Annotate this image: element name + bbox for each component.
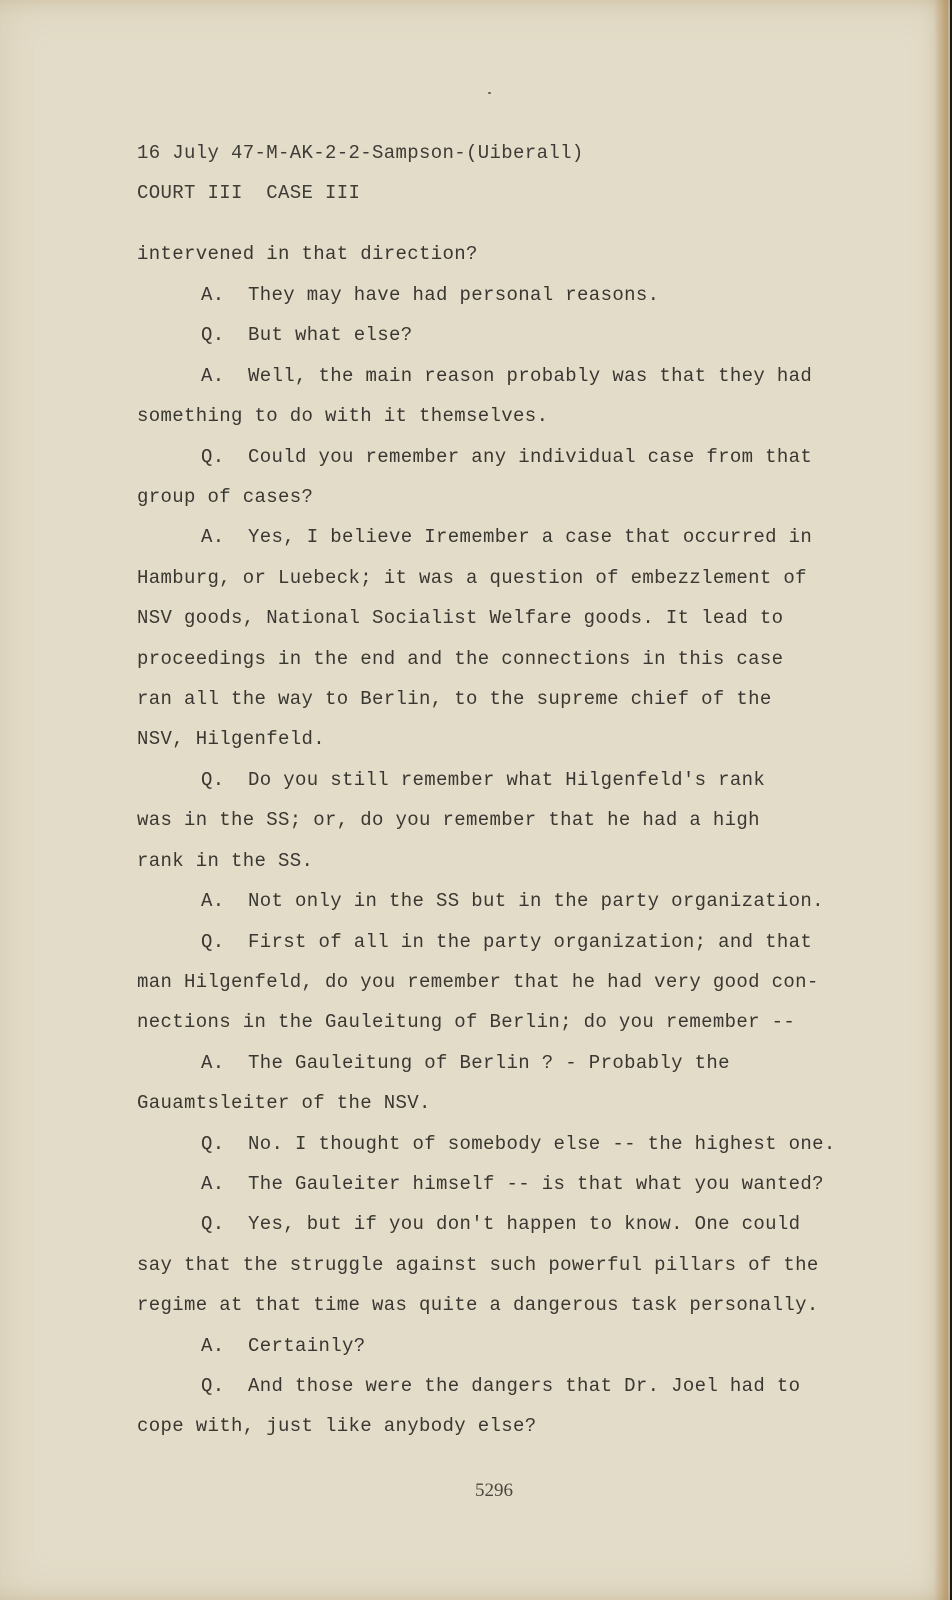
body-line: Q. Could you remember any individual case from that [201, 446, 813, 468]
paper-speck [488, 92, 491, 94]
body-line: nections in the Gauleitung of Berlin; do you remember -- [137, 1011, 796, 1033]
body-line: A. Certainly? [201, 1335, 366, 1357]
body-line: group of cases? [137, 486, 314, 508]
header-line-2: COURT III CASE III [137, 182, 361, 204]
body-line: A. They may have had personal reasons. [201, 284, 660, 306]
body-line: Q. Do you still remember what Hilgenfeld's rank [201, 769, 766, 791]
body-line: Q. No. I thought of somebody else -- the highest one. [201, 1133, 836, 1155]
body-line: Gauamtsleiter of the NSV. [137, 1092, 431, 1114]
body-line: NSV, Hilgenfeld. [137, 728, 326, 750]
body-line: Q. First of all in the party organization; and that [201, 931, 813, 953]
body-line: cope with, just like anybody else? [137, 1415, 537, 1437]
body-line: NSV goods, National Socialist Welfare goods. It lead to [137, 607, 784, 629]
body-line: say that the struggle against such powerful pillars of the [137, 1254, 819, 1276]
body-line: A. Not only in the SS but in the party organization. [201, 890, 824, 912]
body-line: man Hilgenfeld, do you remember that he had very good con- [137, 971, 819, 993]
body-line: A. The Gauleitung of Berlin ? - Probably the [201, 1052, 730, 1074]
body-line: A. Well, the main reason probably was that they had [201, 365, 813, 387]
body-line: intervened in that direction? [137, 243, 478, 265]
body-line: Q. Yes, but if you don't happen to know. One could [201, 1213, 801, 1235]
body-line: regime at that time was quite a dangerous task personally. [137, 1294, 819, 1316]
body-line: Q. And those were the dangers that Dr. Joel had to [201, 1375, 801, 1397]
header-line-1: 16 July 47-M-AK-2-2-Sampson-(Uiberall) [137, 142, 584, 164]
page-number: 5296 [475, 1480, 513, 1501]
body-line: rank in the SS. [137, 850, 314, 872]
body-line: A. The Gauleiter himself -- is that what you wanted? [201, 1173, 824, 1195]
page-edge-shadow [934, 0, 948, 1600]
body-line: Q. But what else? [201, 324, 413, 346]
body-line: Hamburg, or Luebeck; it was a question of embezzlement of [137, 567, 807, 589]
body-line: ran all the way to Berlin, to the supreme chief of the [137, 688, 772, 710]
body-line: proceedings in the end and the connections in this case [137, 648, 784, 670]
body-line: was in the SS; or, do you remember that he had a high [137, 809, 760, 831]
body-line: A. Yes, I believe Iremember a case that occurred in [201, 526, 813, 548]
body-line: something to do with it themselves. [137, 405, 549, 427]
